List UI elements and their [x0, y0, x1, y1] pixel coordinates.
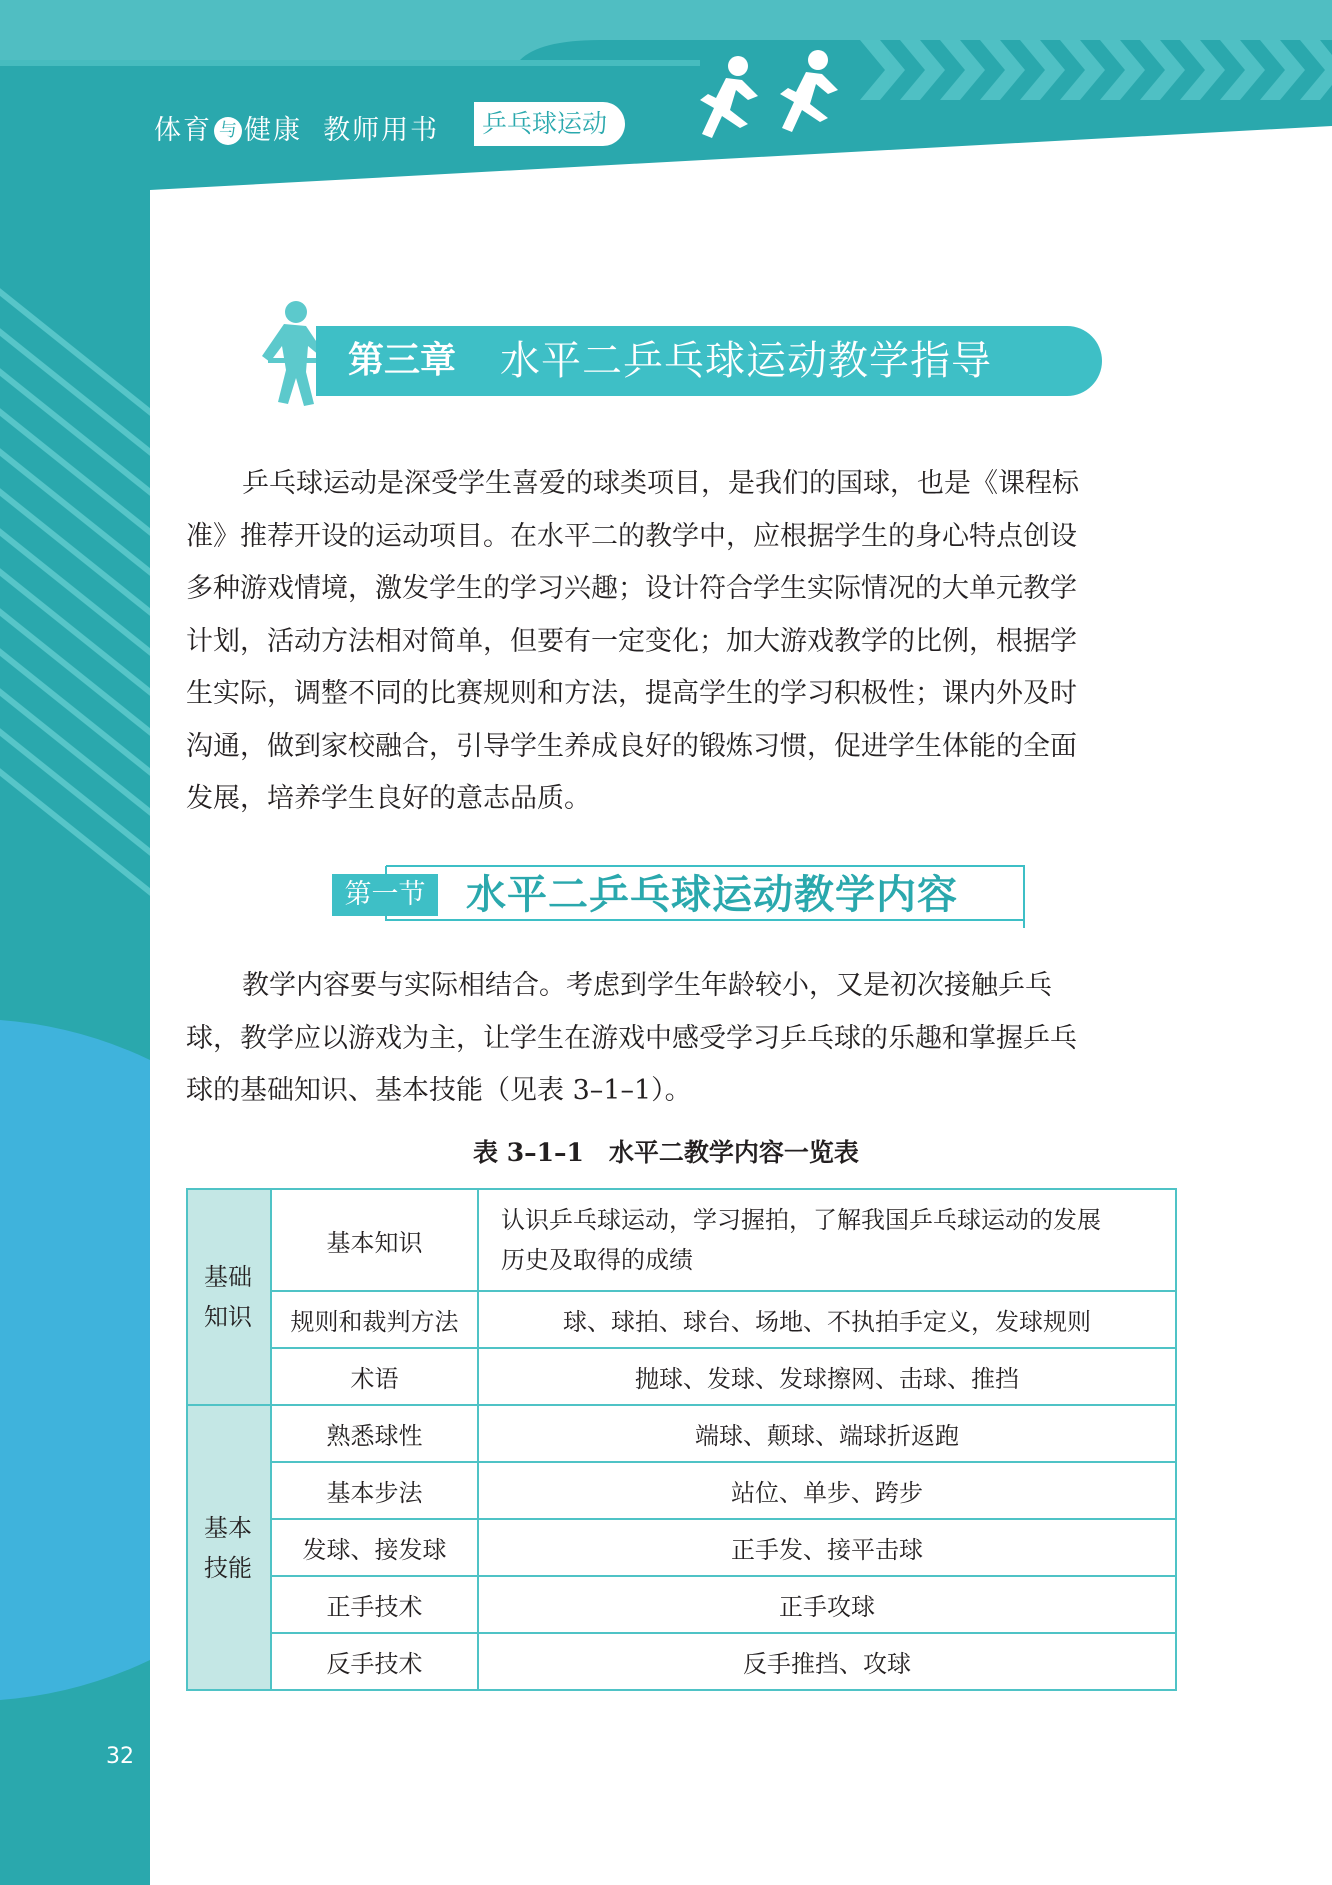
book-title-part2: 健康: [244, 115, 302, 146]
text-line: 发展，培养学生良好的意志品质。: [186, 783, 591, 814]
table-row: [187, 1576, 1176, 1633]
content-cell: 站位、单步、跨步: [478, 1462, 1176, 1519]
table-row: [187, 1405, 1176, 1462]
content-cell: 端球、颠球、端球折返跑: [478, 1405, 1176, 1462]
page-number: 32: [106, 1744, 134, 1769]
subject-tag: 乒乓球运动: [474, 102, 625, 146]
category-label: 基本: [204, 1513, 252, 1542]
item-cell: 术语: [271, 1348, 478, 1405]
category-label: 知识: [204, 1303, 252, 1331]
table-row: [187, 1291, 1176, 1348]
text-line: 准》推荐开设的运动项目。在水平二的教学中，应根据学生的身心特点创设: [186, 520, 1077, 552]
content-cell: 球、球拍、球台、场地、不执拍手定义，发球规则: [478, 1291, 1176, 1348]
content-cell: 反手推挡、攻球: [478, 1633, 1176, 1690]
section-title: 水平二乒乓球运动教学内容: [466, 872, 958, 918]
table-row: [187, 1633, 1176, 1690]
text-line: 多种游戏情境，激发学生的学习兴趣；设计符合学生实际情况的大单元教学: [186, 573, 1077, 604]
table-caption: 表 3–1–1 水平二教学内容一览表: [473, 1138, 859, 1167]
category-cell: [187, 1405, 271, 1690]
category-label: 技能: [204, 1553, 252, 1582]
item-cell: 熟悉球性: [271, 1405, 478, 1462]
chapter-title: 水平二乒乓球运动教学指导: [500, 338, 992, 384]
book-title: [154, 108, 439, 147]
text-line: 生实际，调整不同的比赛规则和方法，提高学生的学习积极性；课内外及时: [186, 678, 1077, 709]
table-row: [187, 1519, 1176, 1576]
content-cell: 正手发、接平击球: [478, 1519, 1176, 1576]
text-line: 球，教学应以游戏为主，让学生在游戏中感受学习乒乓球的乐趣和掌握乒乓: [186, 1022, 1077, 1054]
content-line: 历史及取得的成绩: [501, 1246, 693, 1274]
category-label: 基础: [204, 1263, 252, 1291]
text-line: 乒乓球运动是深受学生喜爱的球类项目，是我们的国球，也是《课程标: [242, 468, 1079, 499]
table-row: [187, 1189, 1176, 1291]
content-line: 认识乒乓球运动，学习握拍，了解我国乒乓球运动的发展: [501, 1206, 1101, 1234]
text-line: 教学内容要与实际相结合。考虑到学生年龄较小，又是初次接触乒乓: [242, 970, 1052, 1001]
table-row: [187, 1348, 1176, 1405]
section-number: 第一节: [332, 874, 438, 916]
item-cell: 基本知识: [271, 1189, 478, 1291]
intro-paragraph: [186, 458, 1178, 826]
table-row: [187, 1462, 1176, 1519]
text-line: 计划，活动方法相对简单，但要有一定变化；加大游戏教学的比例，根据学: [186, 625, 1077, 657]
item-cell: 规则和裁判方法: [271, 1291, 478, 1348]
category-cell: [187, 1189, 271, 1405]
book-title-part1: 体育: [154, 115, 212, 146]
book-title-part3: 教师用书: [323, 115, 440, 146]
text-line: 球的基础知识、基本技能（见表 3–1–1）。: [186, 1075, 692, 1106]
item-cell: 基本步法: [271, 1462, 478, 1519]
section-paragraph: [186, 960, 1178, 1118]
item-cell: 反手技术: [271, 1633, 478, 1690]
content-cell: 正手攻球: [478, 1576, 1176, 1633]
content-cell: [478, 1189, 1176, 1291]
chapter-number: 第三章: [348, 340, 457, 381]
content-table: [186, 1188, 1177, 1691]
item-cell: 正手技术: [271, 1576, 478, 1633]
book-title-amp: 与: [214, 117, 242, 145]
content-cell: 抛球、发球、发球擦网、击球、推挡: [478, 1348, 1176, 1405]
text-line: 沟通，做到家校融合，引导学生养成良好的锻炼习惯，促进学生体能的全面: [186, 730, 1077, 762]
item-cell: 发球、接发球: [271, 1519, 478, 1576]
